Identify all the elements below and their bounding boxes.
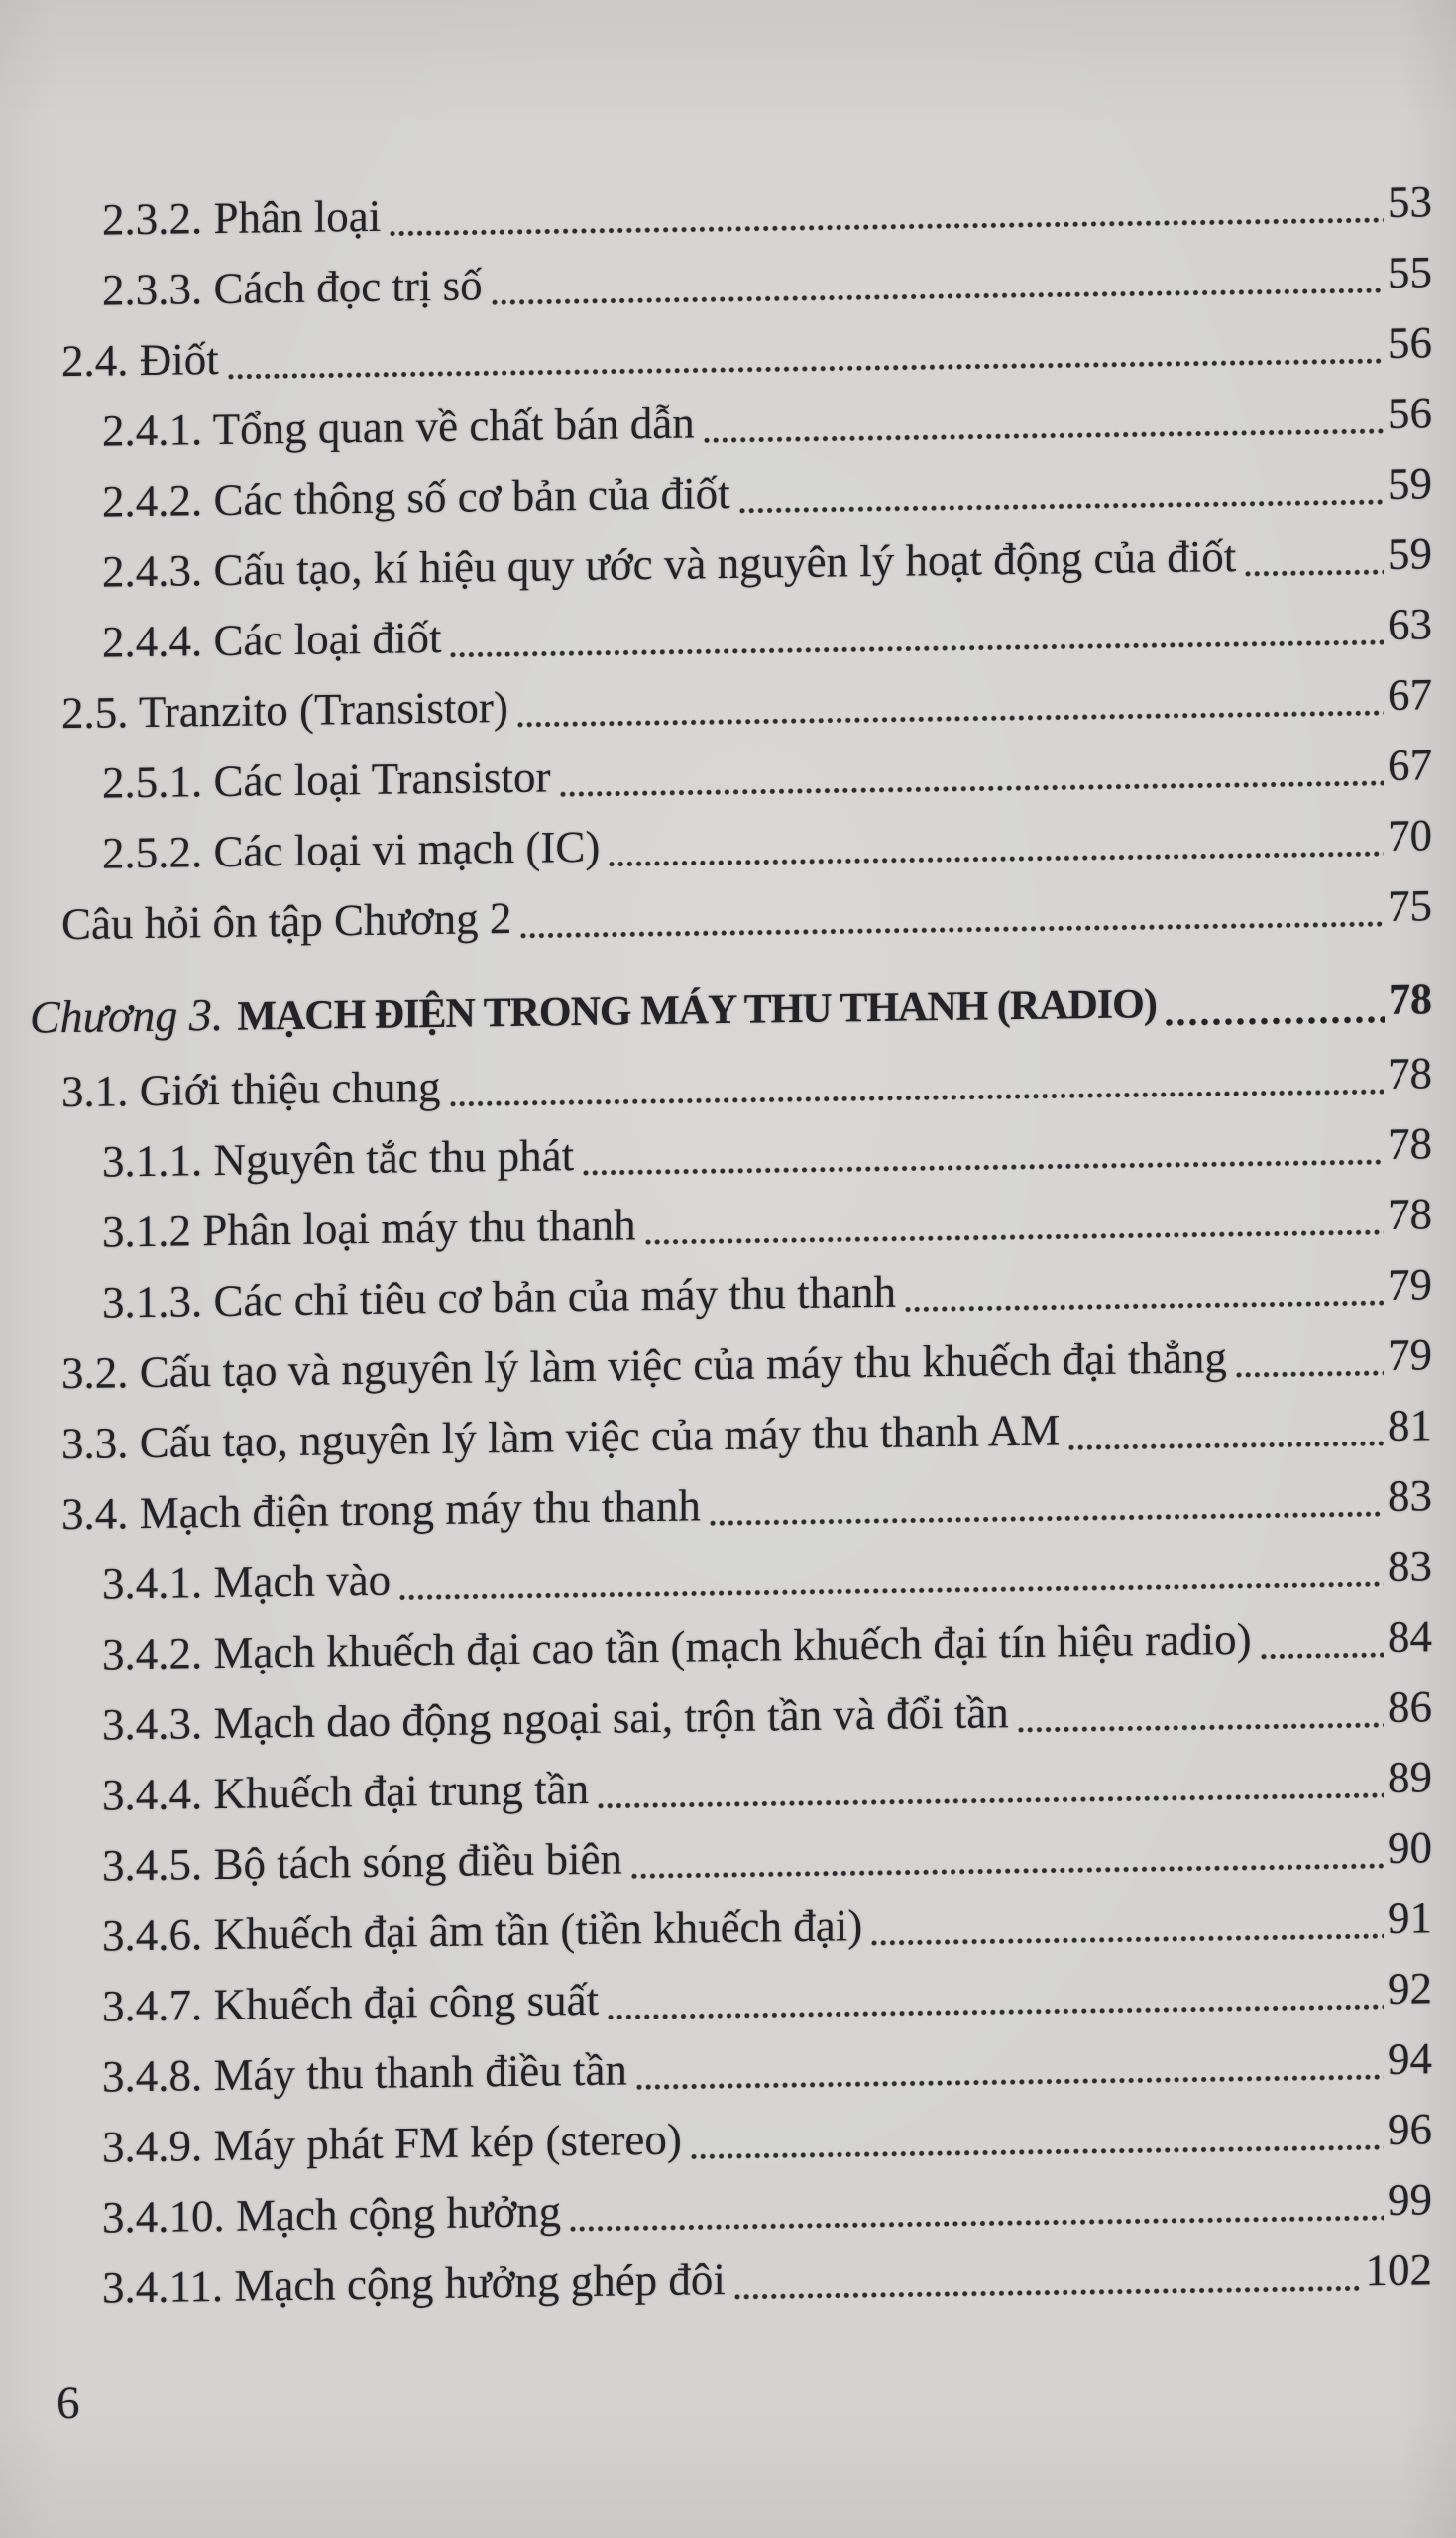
toc-entry-label: 3.4.9. Máy phát FM kép (stereo) bbox=[102, 2114, 682, 2172]
toc-entry-page: 78 bbox=[1388, 1189, 1432, 1239]
toc-entry-page: 78 bbox=[1388, 1118, 1432, 1169]
toc-entry-page: 78 bbox=[1389, 975, 1432, 1024]
toc-entry-page: 99 bbox=[1388, 2174, 1432, 2225]
toc-entry-page: 92 bbox=[1388, 1963, 1432, 2014]
dot-leader bbox=[710, 1511, 1384, 1526]
chapter-number-label: Chương 3. bbox=[30, 988, 224, 1043]
toc-entry-page: 79 bbox=[1388, 1329, 1432, 1380]
dot-leader bbox=[517, 710, 1384, 728]
toc-entry-label: 3.2. Cấu tạo và nguyên lý làm việc của máy thu khuếch đại thẳng bbox=[61, 1332, 1227, 1399]
dot-leader bbox=[1245, 569, 1384, 577]
toc-entry-label: 3.4.2. Mạch khuếch đại cao tần (mạch khuếch đại tín hiệu radio) bbox=[102, 1613, 1252, 1679]
dot-leader bbox=[450, 639, 1384, 658]
toc-entry-label: 2.3.2. Phân loại bbox=[102, 190, 382, 245]
dot-leader bbox=[609, 851, 1384, 867]
toc-entry-label: 3.4.8. Máy thu thanh điều tần bbox=[102, 2044, 627, 2102]
toc-entry-label: 3.1. Giới thiệu chung bbox=[61, 1061, 441, 1117]
toc-entry-label: 3.1.3. Các chỉ tiêu cơ bản của máy thu thanh bbox=[102, 1266, 897, 1327]
toc-entry-page: 90 bbox=[1388, 1822, 1432, 1873]
toc-entry-page: 83 bbox=[1388, 1541, 1432, 1591]
toc-entry-page: 55 bbox=[1388, 247, 1432, 297]
dot-leader bbox=[871, 1933, 1384, 1946]
dot-leader bbox=[739, 499, 1384, 514]
dot-leader bbox=[1236, 1370, 1384, 1378]
toc-entry-page: 70 bbox=[1388, 810, 1432, 861]
table-of-contents bbox=[0, 167, 1456, 2325]
toc-entry-label: 3.4.4. Khuếch đại trung tần bbox=[102, 1763, 590, 1820]
toc-entry-page: 83 bbox=[1388, 1470, 1432, 1521]
toc-entry-label: 2.4.3. Cấu tạo, kí hiệu quy ước và nguyên lý hoạt động của điốt bbox=[102, 531, 1237, 597]
dot-leader bbox=[520, 921, 1384, 939]
toc-entry-label: 3.4.5. Bộ tách sóng điều biên bbox=[102, 1833, 622, 1891]
toc-entry-label: 3.4.6. Khuếch đại âm tần (tiền khuếch đại) bbox=[102, 1901, 863, 1961]
toc-entry-page: 89 bbox=[1388, 1752, 1432, 1802]
toc-entry-label: 3.1.1. Nguyên tắc thu phát bbox=[102, 1130, 575, 1187]
toc-entry-label: 3.4.3. Mạch dao động ngoại sai, trộn tần và đổi tần bbox=[102, 1687, 1009, 1750]
toc-entry-label: 2.4. Điốt bbox=[61, 333, 219, 387]
toc-entry-label: 2.4.2. Các thông số cơ bản của điốt bbox=[102, 467, 730, 526]
toc-entry-page: 59 bbox=[1388, 458, 1432, 509]
toc-entry-label: 3.1.2 Phân loại máy thu thanh bbox=[102, 1200, 636, 1257]
dot-leader bbox=[1018, 1722, 1384, 1733]
toc-entry-label: Câu hỏi ôn tập Chương 2 bbox=[61, 892, 512, 950]
dot-leader bbox=[691, 2144, 1384, 2160]
toc-entry-page: 81 bbox=[1388, 1400, 1432, 1450]
toc-entry-page: 56 bbox=[1388, 388, 1432, 438]
dot-leader bbox=[583, 1159, 1384, 1176]
dot-leader bbox=[1166, 1016, 1385, 1026]
toc-entry-page: 91 bbox=[1388, 1893, 1432, 1943]
toc-entry-label: 2.5. Tranzito (Transistor) bbox=[61, 682, 508, 739]
toc-entry-label: 2.4.4. Các loại điốt bbox=[102, 612, 442, 667]
toc-entry-page: 56 bbox=[1388, 317, 1432, 368]
toc-entry-page: 96 bbox=[1388, 2104, 1432, 2154]
dot-leader bbox=[734, 2285, 1362, 2300]
toc-entry-label: 3.3. Cấu tạo, nguyên lý làm việc của máy thu thanh AM bbox=[61, 1405, 1061, 1469]
dot-leader bbox=[570, 2215, 1384, 2232]
chapter-title: MẠCH ĐIỆN TRONG MÁY THU THANH (RADIO) bbox=[237, 981, 1157, 1040]
toc-entry-label: 2.5.2. Các loại vi mạch (IC) bbox=[102, 821, 601, 878]
toc-entry-page: 67 bbox=[1388, 669, 1432, 720]
toc-entry-page: 94 bbox=[1388, 2033, 1432, 2084]
toc-entry-label: 2.3.3. Cách đọc trị số bbox=[102, 260, 483, 315]
toc-entry-label: 3.4. Mạch điện trong máy thu thanh bbox=[61, 1480, 701, 1540]
toc-entry-label: 3.4.11. Mạch cộng hưởng ghép đôi bbox=[102, 2254, 726, 2313]
dot-leader bbox=[704, 428, 1384, 443]
toc-entry-label: 3.4.7. Khuếch đại công suất bbox=[102, 1974, 600, 2031]
dot-leader bbox=[450, 1089, 1385, 1107]
dot-leader bbox=[228, 358, 1384, 380]
toc-entry-page: 102 bbox=[1365, 2245, 1432, 2296]
dot-leader bbox=[399, 1581, 1384, 1601]
dot-leader bbox=[560, 780, 1384, 797]
dot-leader bbox=[598, 1792, 1384, 1809]
dot-leader bbox=[390, 217, 1384, 237]
toc-entry-page: 75 bbox=[1388, 880, 1432, 931]
page-number: 6 bbox=[56, 2377, 80, 2429]
toc-entry-page: 63 bbox=[1388, 599, 1432, 649]
dot-leader bbox=[631, 1863, 1384, 1879]
toc-entry-label: 2.5.1. Các loại Transistor bbox=[102, 751, 551, 808]
toc-entry-page: 53 bbox=[1388, 176, 1432, 227]
dot-leader bbox=[905, 1300, 1384, 1313]
dot-leader bbox=[645, 1229, 1384, 1245]
toc-entry-label: 3.4.10. Mạch cộng hưởng bbox=[102, 2186, 562, 2243]
dot-leader bbox=[608, 2004, 1384, 2020]
toc-entry-page: 79 bbox=[1388, 1259, 1432, 1310]
toc-entry-page: 78 bbox=[1388, 1048, 1432, 1098]
toc-entry-label: 3.4.1. Mạch vào bbox=[102, 1555, 392, 1609]
dot-leader bbox=[492, 288, 1384, 305]
toc-entry-page: 59 bbox=[1388, 528, 1432, 579]
dot-leader bbox=[1261, 1652, 1384, 1660]
toc-entry-page: 86 bbox=[1388, 1681, 1432, 1732]
toc-entry-page: 84 bbox=[1388, 1611, 1432, 1662]
toc-entry-label: 2.4.1. Tổng quan về chất bán dẫn bbox=[102, 398, 695, 456]
toc-entry-page: 67 bbox=[1388, 740, 1432, 790]
dot-leader bbox=[1068, 1441, 1384, 1450]
dot-leader bbox=[636, 2074, 1384, 2090]
